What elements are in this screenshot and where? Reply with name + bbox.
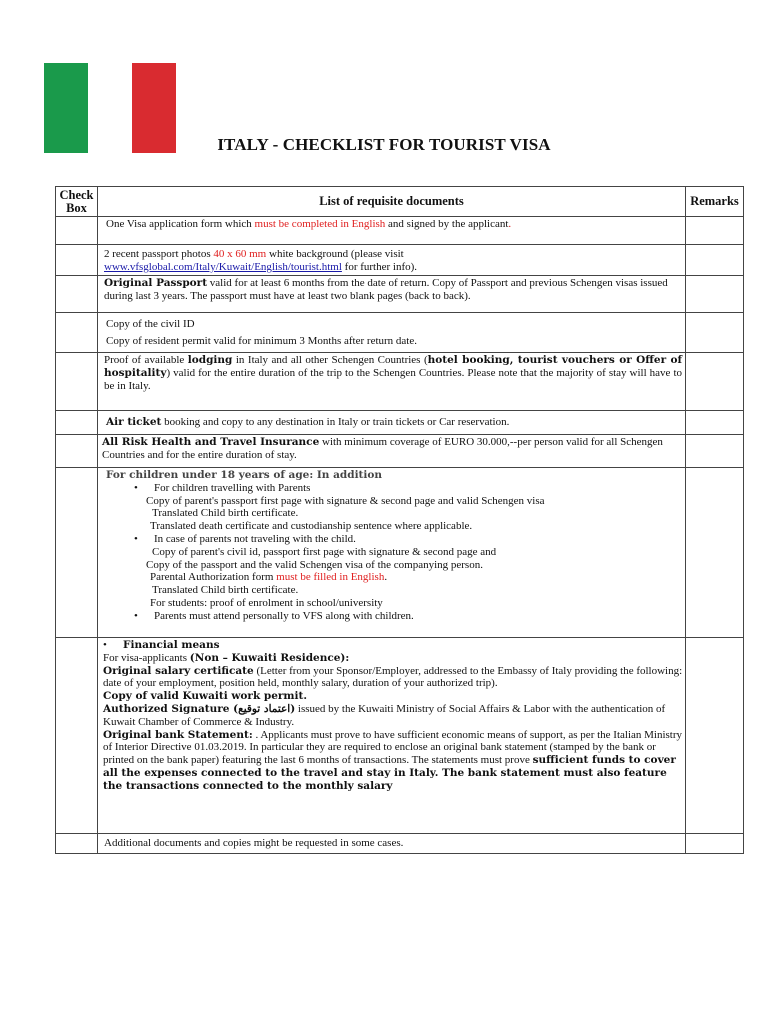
table-row — [56, 276, 744, 313]
document-cell — [98, 411, 686, 435]
document-cell — [98, 353, 686, 411]
document-cell — [98, 217, 686, 245]
table-row — [56, 245, 744, 276]
remarks-cell[interactable] — [686, 411, 744, 435]
check-box-cell[interactable] — [56, 834, 98, 854]
document-cell — [98, 276, 686, 313]
check-box-cell[interactable] — [56, 411, 98, 435]
work-permit: Copy of valid Kuwaiti work permit. — [103, 690, 308, 703]
page-title: ITALY - CHECKLIST FOR TOURIST VISA — [217, 135, 551, 154]
remarks-cell[interactable] — [686, 468, 744, 638]
row-text: with minimum coverage of EURO 30.000,--per person valid for all Schengen Countries and for the entire duration of stay. — [102, 436, 663, 461]
list-item: • Parents must attend personally to VFS along with children. — [106, 610, 682, 623]
check-box-cell[interactable] — [56, 245, 98, 276]
row-text: Copy of resident permit valid for minimum 3 Months after return date. — [106, 334, 417, 347]
check-box-cell[interactable] — [56, 435, 98, 468]
row-text: and signed by the applicant — [385, 218, 509, 230]
list-item: For students: proof of enrolment in school/university — [150, 596, 383, 609]
photo-size: 40 x 60 mm — [213, 248, 267, 260]
authorized-signature: Authorized Signature (اعتماد توقيع) issued by the Kuwaiti Ministry of Social Affairs & Labor with the authentication of Kuwait Chamber of Commerce & Industry. — [103, 702, 666, 728]
header-remarks: Remarks — [686, 187, 744, 217]
list-item: Parental Authorization form must be filled in English. — [150, 571, 388, 584]
row-text: in Italy and all other Schengen Countries ( — [232, 354, 428, 366]
remarks-cell[interactable] — [686, 217, 744, 245]
row-text: for further info). — [341, 260, 418, 273]
list-item: • In case of parents not traveling with the child. — [106, 533, 682, 546]
salary-certificate: Original salary certificate (Letter from your Sponsor/Employer, addressed to the Embassy of Italy providing the following: date of your employment, position held, monthly salary, duration of your authorized trip). — [103, 664, 683, 690]
list-item: Translated Child birth certificate. — [152, 584, 299, 597]
remarks-cell[interactable] — [686, 353, 744, 411]
header-documents: List of requisite documents — [98, 187, 686, 217]
table-row — [56, 411, 744, 435]
header-check-box: Check Box — [56, 187, 98, 217]
row-text: 2 recent passport photos — [104, 248, 214, 260]
list-item: • Financial means — [103, 639, 684, 652]
check-box-cell[interactable] — [56, 353, 98, 411]
document-cell — [98, 245, 686, 276]
row-bold: All Risk Health and Travel Insurance — [102, 436, 320, 448]
list-item: • For children travelling with Parents — [106, 482, 682, 495]
row-text: ) valid for the entire duration of the trip to the Schengen Countries. Please note that the majority of stay will have to be in Italy. — [104, 366, 682, 392]
row-text: valid for at least 6 months from the date of return. Copy of Passport and previous Schengen visas issued during last 3 years. The passport must have at least two blank pages (back to back). — [104, 277, 668, 302]
row-bold: Original Passport — [104, 277, 208, 289]
table-row — [56, 217, 744, 245]
row-bold: hotel booking, tourist vouchers or Offer of hospitality — [104, 354, 682, 379]
check-box-cell[interactable] — [56, 276, 98, 313]
row-text: One Visa application form which — [106, 218, 255, 230]
remarks-cell[interactable] — [686, 313, 744, 353]
check-box-cell[interactable] — [56, 313, 98, 353]
table-row — [56, 313, 744, 353]
row-text: . — [508, 218, 512, 230]
remarks-cell[interactable] — [686, 245, 744, 276]
table-row — [56, 468, 744, 638]
bank-statement: Original bank Statement: . Applicants must prove to have sufficient economic means of support, as per the Italian Ministry of Interior Directive 01.03.2019. In particular they are required to enclose an original bank statement (stamped by the bank or printed on the bank paper) featuring the last 6 months of transactions. The statements must prove sufficient funds to cover all the expenses connected to the travel and stay in Italy. The bank statement must also feature the transactions connected to the monthly salary — [103, 728, 683, 792]
checklist-table — [55, 186, 744, 854]
financial-intro: For visa-applicants (Non – Kuwaiti Residence): — [103, 651, 350, 664]
document-cell — [98, 313, 686, 353]
document-cell — [98, 435, 686, 468]
row-text: Additional documents and copies might be requested in some cases. — [104, 837, 404, 850]
list-item: Copy of parent's civil id, passport first page with signature & second page and — [152, 545, 497, 558]
list-item: Copy of the passport and the valid Schengen visa of the companying person. — [146, 558, 483, 571]
row-text: Proof of available — [104, 354, 188, 366]
row-text: Copy of the civil ID — [106, 318, 195, 330]
table-row — [56, 435, 744, 468]
row-text: booking and copy to any destination in Italy or train tickets or Car reservation. — [161, 416, 510, 429]
list-item: Copy of parent's passport first page with signature & second page and valid Schengen visa — [146, 494, 545, 507]
required-note: must be completed in English — [254, 218, 386, 230]
table-row — [56, 353, 744, 411]
check-box-cell[interactable] — [56, 638, 98, 834]
children-heading: For children under 18 years of age: In addition — [106, 469, 383, 481]
row-text: white background (please visit — [266, 248, 404, 260]
table-header-row — [56, 187, 744, 217]
row-bold: lodging — [187, 354, 233, 366]
remarks-cell[interactable] — [686, 638, 744, 834]
check-box-cell[interactable] — [56, 217, 98, 245]
table-row — [56, 834, 744, 854]
remarks-cell[interactable] — [686, 276, 744, 313]
document-cell — [98, 468, 686, 638]
remarks-cell[interactable] — [686, 834, 744, 854]
check-box-cell[interactable] — [56, 468, 98, 638]
document-cell — [98, 834, 686, 854]
list-item: Translated Child birth certificate. — [152, 507, 299, 520]
row-bold: Air ticket — [106, 416, 162, 429]
list-item: Translated death certificate and custodianship sentence where applicable. — [150, 520, 473, 533]
document-cell — [98, 638, 686, 834]
remarks-cell[interactable] — [686, 435, 744, 468]
vfs-link[interactable]: www.vfsglobal.com/Italy/Kuwait/English/tourist.html — [104, 260, 342, 273]
table-row — [56, 638, 744, 834]
